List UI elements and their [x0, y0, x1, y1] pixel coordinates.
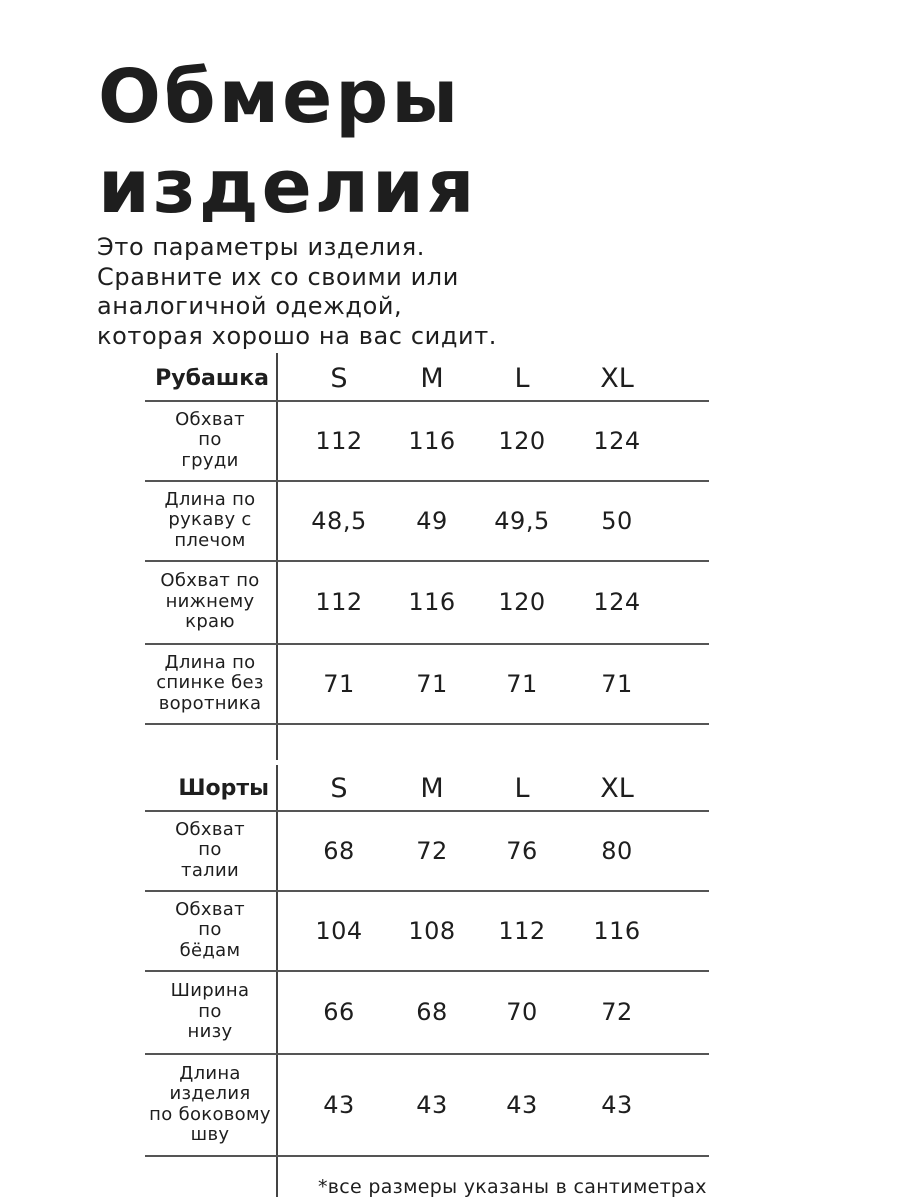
shorts-header-row [0, 765, 900, 813]
cell-value: 43 [323, 1090, 355, 1119]
cell-value: 108 [408, 916, 456, 945]
cell-value: 68 [323, 836, 355, 865]
footnote: *все размеры указаны в сантиметрах [318, 1176, 707, 1198]
cell-value: 72 [601, 998, 633, 1026]
cell-value: 71 [601, 669, 633, 698]
cell-value: 49,5 [494, 506, 550, 535]
table-row [0, 481, 900, 560]
cell-value: 80 [601, 836, 633, 865]
row-label: Обхват по талии [175, 818, 245, 881]
cell-value: 124 [593, 426, 641, 455]
shirt-table-label: Рубашка [155, 366, 269, 391]
table-row [0, 561, 900, 643]
intro-text [97, 233, 797, 351]
cell-value: 116 [593, 916, 641, 945]
table-row [0, 1054, 900, 1155]
table-row [0, 891, 900, 970]
intro-line: аналогичной одеждой, [97, 292, 403, 320]
size-header-l: L [514, 773, 530, 804]
shorts-table-label: Шорты [178, 776, 269, 801]
intro-line: Это параметры изделия. [97, 233, 425, 261]
table-row [0, 971, 900, 1053]
size-header-s: S [330, 363, 348, 394]
size-header-xl: XL [600, 773, 634, 804]
cell-value: 49 [416, 506, 448, 535]
cell-value: 112 [315, 588, 363, 616]
row-label: Обхват по груди [175, 408, 245, 471]
table-row [0, 401, 900, 480]
row-label: Длина по спинке без воротника [156, 651, 264, 714]
cell-value: 72 [416, 836, 448, 865]
size-header-xl: XL [600, 363, 634, 394]
cell-value: 104 [315, 916, 363, 945]
row-label: Ширина по низу [170, 980, 250, 1043]
size-header-s: S [330, 773, 348, 804]
row-divider [145, 723, 709, 725]
cell-value: 43 [601, 1090, 633, 1119]
row-label: Обхват по бёдам [175, 898, 245, 961]
cell-value: 120 [498, 426, 546, 455]
cell-value: 68 [416, 998, 448, 1026]
size-header-m: M [420, 773, 444, 804]
cell-value: 71 [416, 669, 448, 698]
table-row [0, 811, 900, 890]
cell-value: 71 [506, 669, 538, 698]
intro-line: Сравните их со своими или [97, 262, 459, 291]
cell-value: 116 [408, 426, 456, 455]
row-divider [145, 1155, 709, 1157]
shirt-header-row [0, 355, 900, 403]
intro-line: которая хорошо на вас сидит. [97, 321, 498, 350]
cell-value: 70 [506, 998, 538, 1026]
cell-value: 48,5 [311, 506, 367, 535]
row-label: Длина по рукаву с плечом [164, 488, 256, 551]
cell-value: 112 [315, 426, 363, 455]
row-label: Длина изделия по боковому шву [149, 1062, 271, 1145]
page-title-line-1: Обмеры [98, 54, 462, 140]
cell-value: 76 [506, 836, 538, 865]
row-label: Обхват по нижнему краю [160, 570, 260, 633]
cell-value: 116 [408, 588, 456, 616]
cell-value: 112 [498, 916, 546, 945]
page-title-line-2: изделия [98, 144, 478, 230]
cell-value: 50 [601, 506, 633, 535]
cell-value: 124 [593, 588, 641, 616]
cell-value: 43 [416, 1090, 448, 1119]
cell-value: 43 [506, 1090, 538, 1119]
cell-value: 66 [323, 998, 355, 1026]
size-header-l: L [514, 363, 530, 394]
cell-value: 120 [498, 588, 546, 616]
table-row [0, 644, 900, 723]
cell-value: 71 [323, 669, 355, 698]
size-header-m: M [420, 363, 444, 394]
